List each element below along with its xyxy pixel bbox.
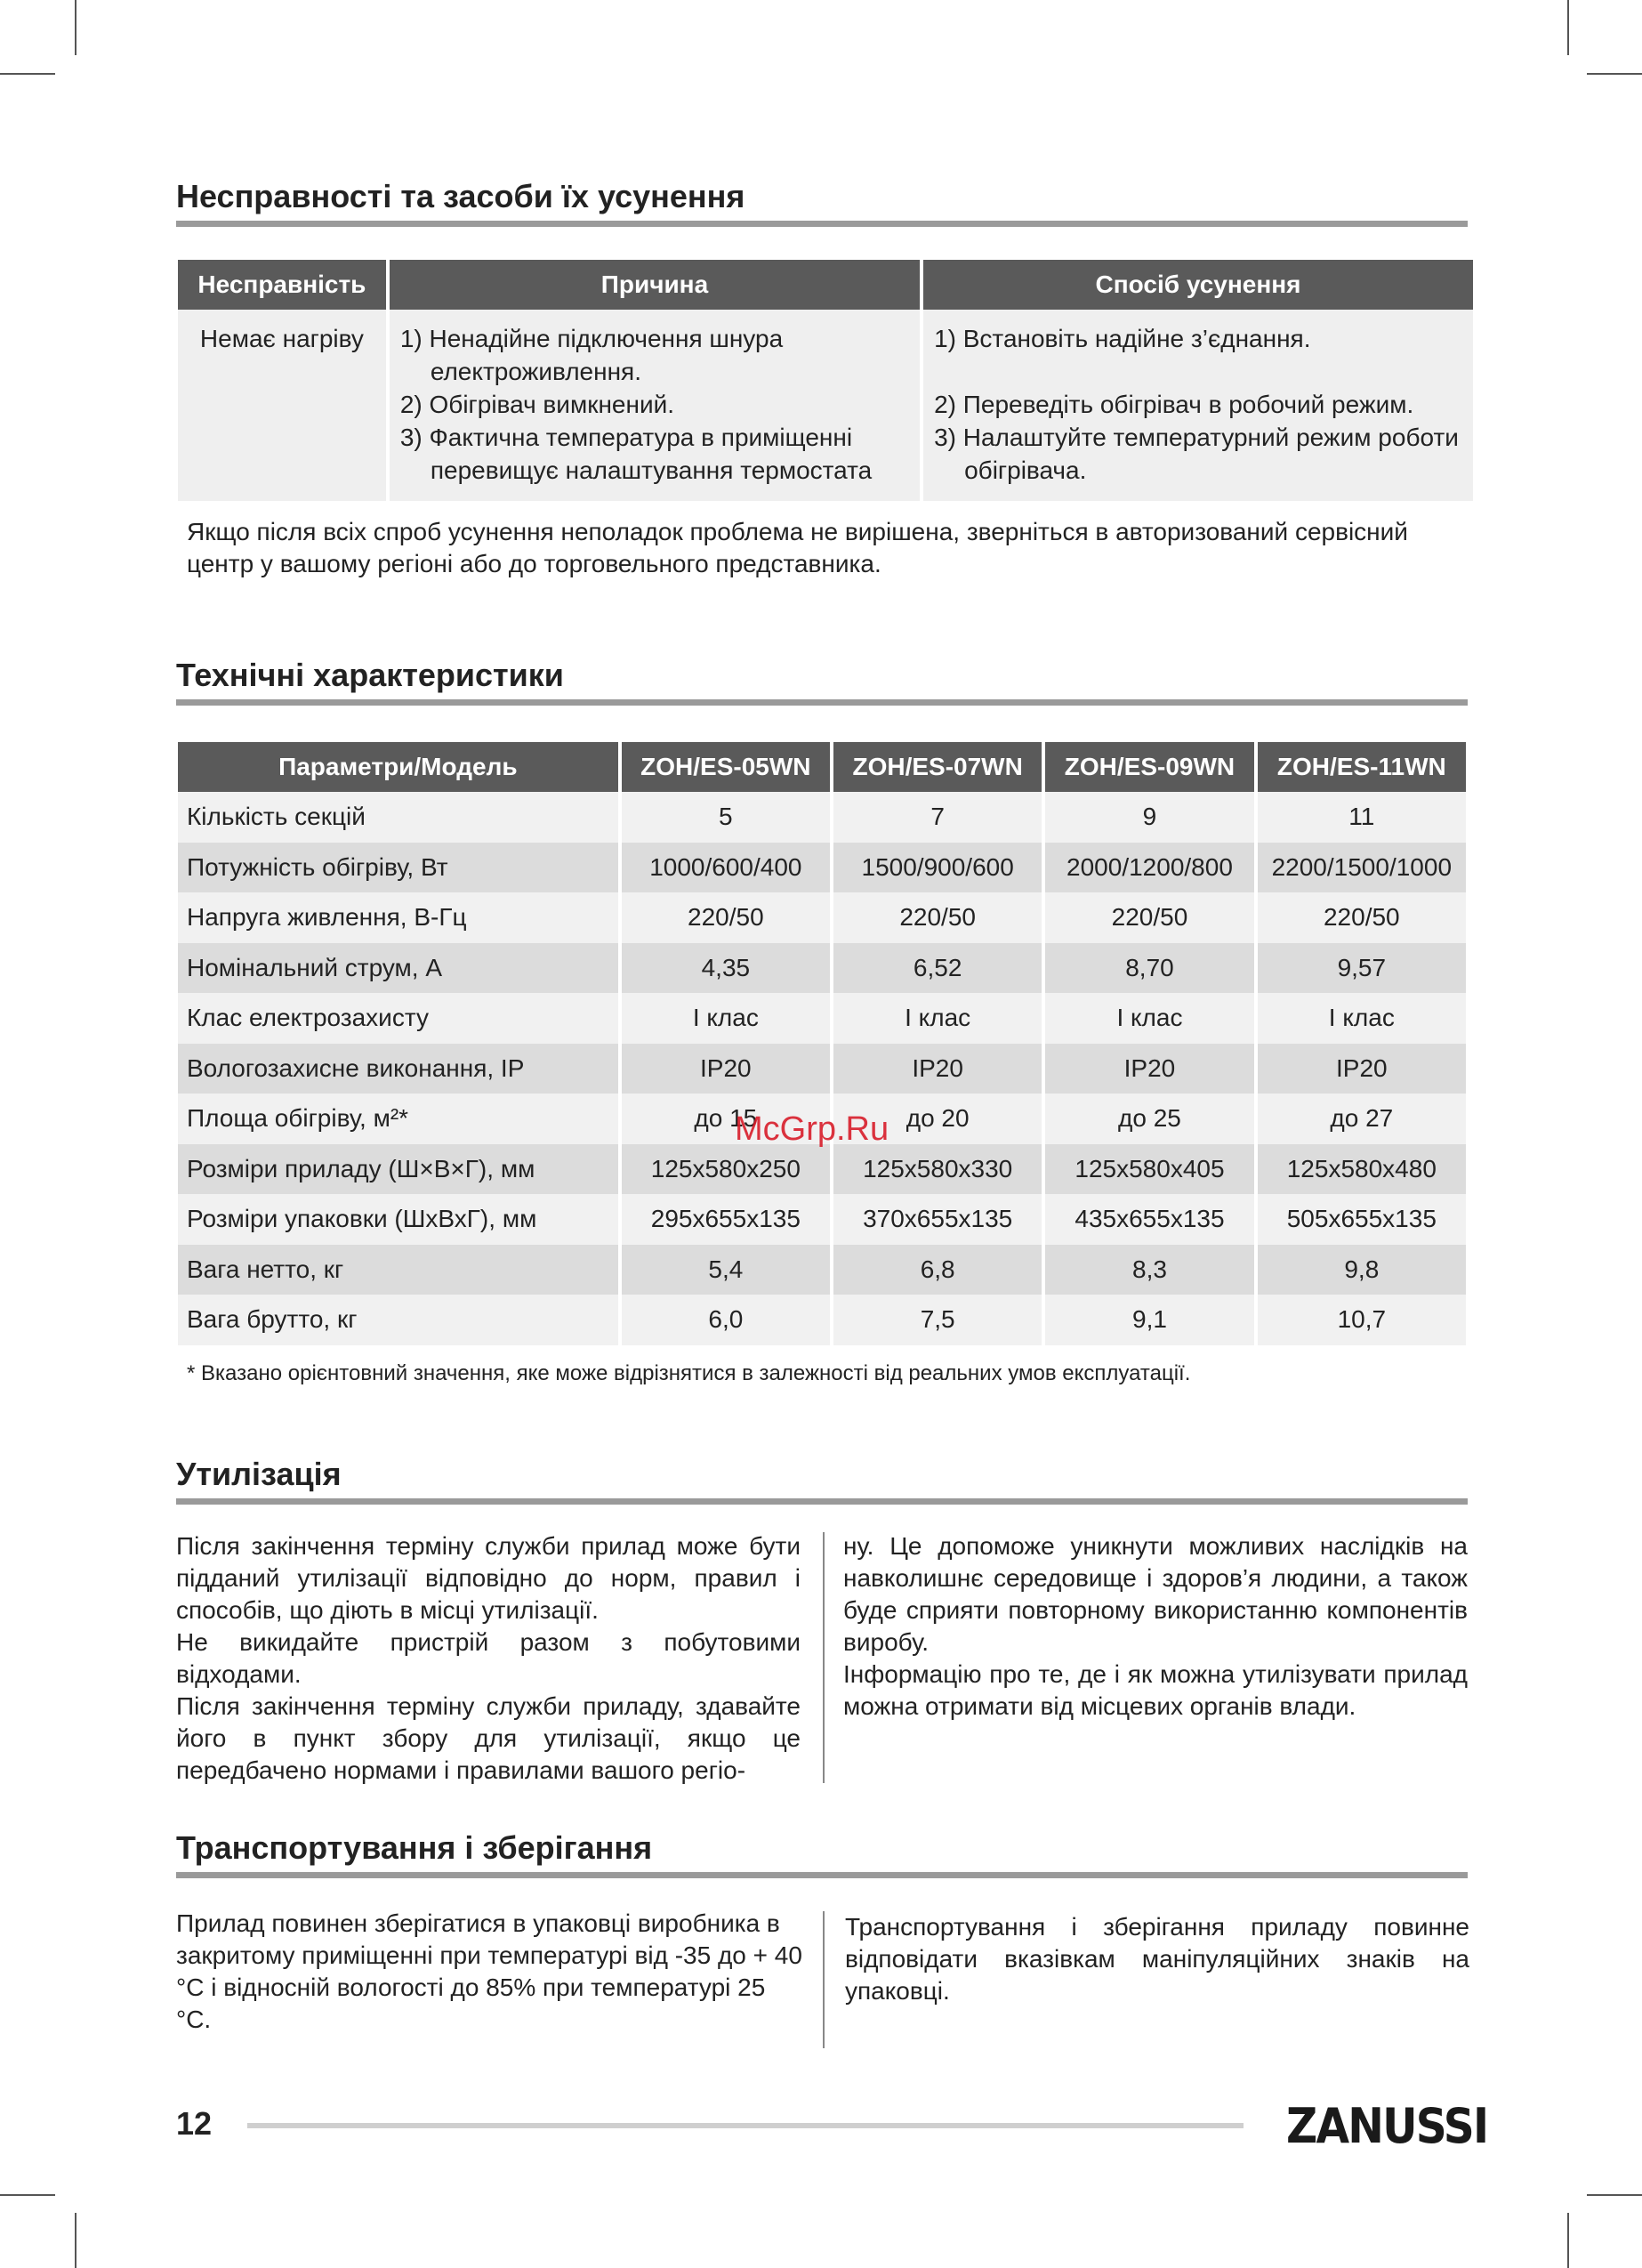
disposal-right-column	[843, 1530, 1468, 1723]
spec-value: 5,4	[622, 1245, 830, 1295]
spec-value: 220/50	[622, 892, 830, 943]
spec-value: до 25	[1045, 1094, 1253, 1144]
spec-param: Розміри приладу (Ш×В×Г), мм	[178, 1144, 618, 1195]
spec-value: IP20	[1258, 1044, 1466, 1094]
cause-cell	[390, 310, 920, 501]
spec-param: Площа обігріву, м²*	[178, 1094, 618, 1144]
remedy-item: 1) Встановіть надійне з’єднання.	[934, 325, 1311, 352]
spec-value: IP20	[833, 1044, 1042, 1094]
spec-param: Кількість секцій	[178, 792, 618, 843]
spec-value: 2000/1200/800	[1045, 843, 1253, 893]
spec-value: IP20	[1045, 1044, 1253, 1094]
spec-value: 220/50	[833, 892, 1042, 943]
spec-param: Вага нетто, кг	[178, 1245, 618, 1295]
spec-value: IP20	[622, 1044, 830, 1094]
spec-value: 7	[833, 792, 1042, 843]
faults-section-title: Несправності та засоби їх усунення	[176, 178, 1468, 227]
table-row	[178, 1295, 1466, 1345]
spec-value: 125x580x330	[833, 1144, 1042, 1195]
table-row	[178, 792, 1466, 843]
disposal-paragraph: Інформацію про те, де і як можна утилізувати прилад можна отримати від місцевих органів влади.	[843, 1660, 1468, 1720]
remedy-cell	[923, 310, 1473, 501]
disposal-paragraph: Після закінчення терміну служби прилад може бути підданий утилізації відповідно до норм, правил і способів, що діють в місці утилізації.	[176, 1532, 801, 1624]
spec-value: 125x580x250	[622, 1144, 830, 1195]
spec-value: 10,7	[1258, 1295, 1466, 1345]
spec-value: 125x580x480	[1258, 1144, 1466, 1195]
spec-param: Номінальний струм, А	[178, 943, 618, 994]
table-row	[178, 943, 1466, 994]
spec-value: I клас	[1045, 993, 1253, 1044]
column-divider	[823, 1911, 825, 2048]
table-row	[178, 310, 1473, 501]
spec-value: 8,3	[1045, 1245, 1253, 1295]
transport-paragraph: Транспортування і зберігання приладу повинне відповідати вказівкам маніпуляційних знаків на упаковці.	[845, 1913, 1469, 2005]
specs-section-title: Технічні характеристики	[176, 657, 1468, 706]
page-number: 12	[176, 2105, 213, 2142]
spec-param: Напруга живлення, В-Гц	[178, 892, 618, 943]
spec-value: 8,70	[1045, 943, 1253, 994]
spec-value: 11	[1258, 792, 1466, 843]
spec-value: 220/50	[1258, 892, 1466, 943]
cause-item: 1) Ненадійне підключення шнура електроживлення.	[399, 325, 784, 385]
spec-value: 5	[622, 792, 830, 843]
table-row	[178, 993, 1466, 1044]
specs-header-model: ZOH/ES-09WN	[1045, 742, 1253, 792]
crop-mark	[75, 0, 76, 55]
spec-value: 435x655x135	[1045, 1194, 1253, 1245]
spec-value: 6,52	[833, 943, 1042, 994]
remedy-item: 3) Налаштуйте температурний режим роботи обігрівача.	[934, 424, 1459, 484]
transport-paragraph: Прилад повинен зберігатися в упаковці виробника в закритому приміщенні при температурі від -35 до + 40 °С і відносній вологості до 85% при температурі 25 °С.	[176, 1909, 802, 2033]
spec-value: 1000/600/400	[622, 843, 830, 893]
spec-value: I клас	[833, 993, 1042, 1044]
faults-header-cause: Причина	[390, 260, 920, 310]
spec-param: Вага брутто, кг	[178, 1295, 618, 1345]
disposal-left-column	[176, 1530, 801, 1787]
specs-header-model: ZOH/ES-07WN	[833, 742, 1042, 792]
spec-param: Розміри упаковки (ШхВхГ), мм	[178, 1194, 618, 1245]
spec-value: 9,1	[1045, 1295, 1253, 1345]
brand-logo: ZANUSSI	[1286, 2098, 1488, 2154]
spec-value: 505x655x135	[1258, 1194, 1466, 1245]
spec-value: I клас	[1258, 993, 1466, 1044]
faults-header-remedy: Спосіб усунення	[923, 260, 1473, 310]
spec-value: 7,5	[833, 1295, 1042, 1345]
fault-cell: Немає нагріву	[178, 310, 386, 501]
spec-value: 220/50	[1045, 892, 1253, 943]
spec-value: I клас	[622, 993, 830, 1044]
specs-table	[174, 742, 1469, 1345]
table-row	[178, 1044, 1466, 1094]
crop-mark	[75, 2213, 76, 2268]
disposal-paragraph: Не викидайте пристрій разом з побутовими відходами.	[176, 1628, 801, 1688]
spec-value: 1500/900/600	[833, 843, 1042, 893]
crop-mark	[1587, 2194, 1642, 2196]
spec-value: 370x655x135	[833, 1194, 1042, 1245]
disposal-paragraph: ну. Це допоможе уникнути можливих наслідків на навколишнє середовище і здоров’я людини, а також буде сприяти повторному використанню компонентів виробу.	[843, 1532, 1468, 1656]
specs-header-model: ZOH/ES-11WN	[1258, 742, 1466, 792]
spec-value: 6,8	[833, 1245, 1042, 1295]
table-row	[178, 1194, 1466, 1245]
footer-rule	[247, 2123, 1244, 2128]
transport-right-column	[845, 1911, 1469, 2007]
table-row	[178, 1144, 1466, 1195]
table-row	[178, 892, 1466, 943]
table-row	[178, 843, 1466, 893]
crop-mark	[0, 73, 55, 75]
disposal-paragraph: Після закінчення терміну служби приладу, здавайте його в пункт збору для утилізації, якщо це передбачено нормами і правилами вашого регіо-	[176, 1692, 801, 1784]
spec-value: 9	[1045, 792, 1253, 843]
faults-header-fault: Несправність	[178, 260, 386, 310]
table-row	[178, 1245, 1466, 1295]
cause-item: 3) Фактична температура в приміщенні перевищує налаштування термостата	[399, 424, 873, 484]
spec-value: 9,57	[1258, 943, 1466, 994]
transport-left-column	[176, 1908, 804, 2036]
specs-footnote: * Вказано орієнтовний значення, яке може відрізнятися в залежності від реальних умов експлуатації.	[187, 1361, 1191, 1385]
crop-mark	[0, 2194, 55, 2196]
watermark: McGrp.Ru	[735, 1110, 889, 1148]
faults-note: Якщо після всіх спроб усунення неполадок проблема не вирішена, зверніться в авторизований сервісний центр у вашому регіоні або до торговельного представника.	[187, 518, 1408, 577]
specs-header-param: Параметри/Модель	[178, 742, 618, 792]
crop-mark	[1567, 0, 1569, 55]
spec-value: до 27	[1258, 1094, 1466, 1144]
spec-param: Вологозахисне виконання, IP	[178, 1044, 618, 1094]
spec-param: Клас електрозахисту	[178, 993, 618, 1044]
spec-value: 9,8	[1258, 1245, 1466, 1295]
spec-param: Потужність обігріву, Вт	[178, 843, 618, 893]
disposal-section-title: Утилізація	[176, 1456, 1468, 1505]
faults-table	[174, 260, 1477, 501]
spec-value: 6,0	[622, 1295, 830, 1345]
spec-value: 2200/1500/1000	[1258, 843, 1466, 893]
cause-item: 2) Обігрівач вимкнений.	[399, 391, 675, 418]
column-divider	[823, 1532, 825, 1783]
transport-section-title: Транспортування і зберігання	[176, 1829, 1468, 1878]
remedy-item: 2) Переведіть обігрівач в робочий режим.	[934, 391, 1414, 418]
spec-value: 4,35	[622, 943, 830, 994]
spec-value: 295x655x135	[622, 1194, 830, 1245]
spec-value: до 20	[833, 1094, 1042, 1144]
specs-header-model: ZOH/ES-05WN	[622, 742, 830, 792]
crop-mark	[1587, 73, 1642, 75]
spec-value: 125x580x405	[1045, 1144, 1253, 1195]
spec-value: до 15	[622, 1094, 830, 1144]
crop-mark	[1567, 2213, 1569, 2268]
